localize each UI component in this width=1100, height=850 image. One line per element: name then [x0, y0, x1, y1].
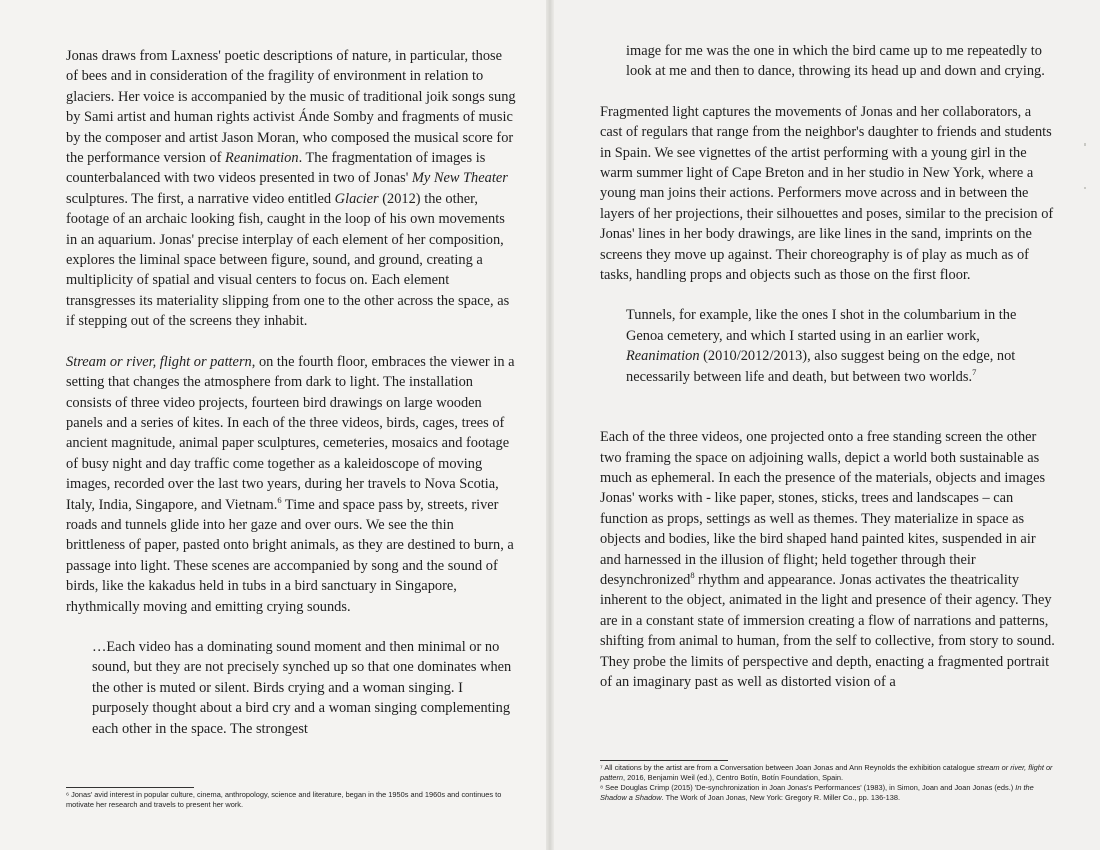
footnotes-right: [600, 763, 1055, 803]
artist-quote-tunnels: Tunnels, for example, like the ones I shot in the columbarium in the Genoa cemetery, and which I started using in an earlier work, Reanimation (2010/2012/2013), also suggest being on the edge, not necessarily between life and death, but between two worlds.$^7$: [626, 307, 1017, 385]
paragraph-stream-or-river: Stream or river, flight or pattern, on the fourth floor, embraces the viewer in a setting that changes the atmosphere from dark to light. The installation consists of three video projects, fourteen bird drawings on large wooden panels and a series of kites. In each of the three videos, birds, cages, trees of ancient magnitude, animal paper sculptures, cemeteries, mosaics and footage of busy night and day traffic come together as a kaleidoscope of moving images, recorded over the last two years, during her travels to Nova Scotia, Italy, India, Singapore, and Vietnam.$^6$ Time and space pass by, streets, river roads and tunnels glide into her gaze and over ours. We see the thin brittleness of paper, pasted onto bright animals, as they are destined to burn, a passage into light. These scenes are accompanied by song and the sound of birds, like the kakadus held in tubs in a bird sanctuary in Singapore, rhythmically moving and emitting crying sounds.: [66, 353, 515, 615]
paper-speck: [1084, 187, 1086, 189]
footnote-rule: [66, 787, 194, 788]
right-column: [600, 41, 1055, 692]
footnotes-left: [66, 790, 516, 810]
footnote-rule: [600, 760, 728, 761]
footnote-ref-8: 8: [690, 570, 695, 581]
paper-speck: [1084, 143, 1086, 146]
footnote-ref-7: 7: [972, 366, 977, 377]
paragraph-laxness: Jonas draws from Laxness' poetic descriptions of nature, in particular, those of bees and in consideration of the fragility of environment in relation to glaciers. Her voice is accompanied by the music of traditional joik songs sung by Sami artist and human rights activist Ánde Somby and fragments of music by the composer and artist Jason Moran, who composed the musical score for the performance version of Reanimation. The fragmentation of images is counterbalanced with two videos presented in two of Jonas' My New Theater sculptures. The first, a narrative video entitled Glacier (2012) the other, footage of an archaic looking fish, caught in the loop of his own movements in an aquarium. Jonas' precise interplay of each element of her composition, explores the liminal space between figure, sound, and ground, creating a multiplicity of spatial and visual centers to focus on. Each element transgresses its materiality slipping from one to the other across the space, as if stepping out of the screens they inhabit.: [66, 48, 516, 330]
book-gutter: [546, 0, 554, 850]
artist-quote-continued: image for me was the one in which the bird came up to me repeatedly to look at me and then to dance, throwing its head up and down and crying.: [626, 43, 1045, 80]
paragraph-three-videos: Each of the three videos, one projected onto a free standing screen the other two framing the space on adjoining walls, depict a world both sustainable as much as ephemeral. In each the presence of the materials, objects and images Jonas' works with - like paper, stones, sticks, trees and landscapes – can function as props, settings as well as themes. They materialize in space as objects and bodies, like the bird shaped hand painted kites, suspended in air and harnessed in the illusion of flight; held together through their desynchronized$^8$ rhythm and appearance. Jonas activates the theatricality inherent to the object, animated in the light and presence of their agency. They are in a constant state of immersion creating a flow of narrations and patterns, shifting from animal to human, from the self to collective, from story to sound. They probe the limits of perspective and depth, enacting a fragmented portrait of an imaginary past as well as distorted vision of a: [600, 429, 1055, 690]
artist-quote: …Each video has a dominating sound moment and then minimal or no sound, but they are not precisely synched up so that one dominates when the other is muted or silent. Birds crying and a woman singing. I purposely thought about a bird cry and a woman singing complementing each other in the space. The strongest: [92, 638, 512, 737]
footnote-6: ⁶ Jonas' avid interest in popular culture, cinema, anthropology, science and literature, began in the 1950s and 1960s and continues to motivate her research and travels to present her work.: [66, 790, 502, 809]
left-column: [66, 46, 516, 739]
footnote-7: ⁷ All citations by the artist are from a Conversation between Joan Jonas and Ann Reynolds the exhibition catalogue stream or river, flight or pattern, 2016, Benjamin Weil (ed.), Centro Botín, Botín Foundation, Spain.: [600, 763, 1053, 782]
footnote-8: ⁸ See Douglas Crimp (2015) 'De-synchronization in Joan Jonas's Performances' (1983), in Simon, Joan and Joan Jonas (eds.) In the Shadow a Shadow. The Work of Joan Jonas, New York: Gregory R. Miller Co., pp. 136-138.: [600, 783, 1034, 802]
footnote-ref-6: 6: [277, 494, 282, 505]
paragraph-fragmented-light: Fragmented light captures the movements of Jonas and her collaborators, a cast of regulars that range from the neighbor's daughter to friends and students in Spain. We see vignettes of the artist performing with a young girl in the warm summer light of Cape Breton and in her studio in New York, where a young man joins their actions. Performers move across and in between the layers of her projections, their silhouettes and poses, similar to the precision of Jonas' lines in her body drawings, are like lines in the sand, imprints on the screens they move up against. Their choreography is of play as much as of tasks, handling props and objects such as those on the first floor.: [600, 103, 1054, 284]
